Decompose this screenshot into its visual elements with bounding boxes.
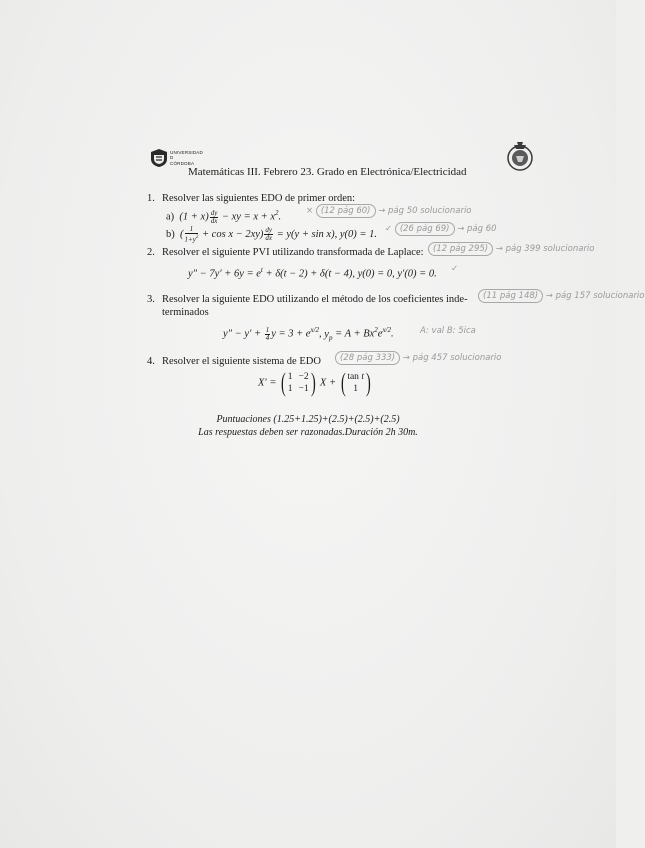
question-1-text: Resolver las siguientes EDO de primer orden: [162, 193, 356, 204]
question-1 [147, 193, 355, 204]
handwritten-note-1b: ✓ (26 pág 69) → pág 60 [385, 224, 497, 234]
university-name-line1: UNIVERSIDAD [170, 150, 203, 156]
exam-title: Matemáticas III. Febrero 23. Grado en Electrónica/Electricidad [188, 166, 467, 178]
question-4-number: 4. [147, 356, 155, 367]
handwritten-note-3b: A: val B: 5ica [420, 326, 476, 336]
university-name-line3: CÓRDOBA [170, 160, 195, 166]
sub-item-b-label: b) [166, 229, 175, 241]
university-logo [150, 148, 203, 168]
check-mark-icon: ✓ [451, 264, 459, 274]
university-name-line2: D [170, 155, 174, 161]
question-2-number: 2. [147, 247, 155, 258]
school-emblem-icon [505, 139, 535, 173]
question-3-continuation: terminados [162, 307, 209, 318]
handwritten-note-1a: × (12 pág 60) → pág 50 solucionario [306, 206, 472, 216]
sub-item-a-label: a) [166, 211, 175, 223]
scoring-line: Puntuaciones (1.25+1.25)+(2.5)+(2.5)+(2.5) [216, 414, 400, 425]
question-3 [147, 294, 468, 305]
question-2-text: Resolver el siguiente PVI utilizando transformada de Laplace: [162, 247, 424, 258]
question-4 [147, 356, 321, 367]
school-emblem [505, 139, 535, 178]
equation-3: y″ − y′ + $\frac{1}{4}$ $y = 3 + e^{x/2}$, $y_p = A + Bx^2e^{x/2}$. [223, 325, 394, 342]
equation-2: $y'' - 7y' + 6y = e^t + \delta(t - 2) + \delta(t - 4)$, y(0) = 0, y′(0) = 0. [188, 266, 437, 280]
handwritten-note-2: (12 pág 295) → pág 399 solucionario [428, 244, 595, 254]
question-1-number: 1. [147, 193, 155, 204]
equation-1b: b) ( $\frac{1}{1+y^2}$ + cos x − 2xy) $\frac{dy}{dx}$ = y(y + sin x), y(0) = 1. [166, 225, 377, 244]
question-2 [147, 247, 424, 258]
university-crest-icon [150, 148, 168, 168]
question-4-text: Resolver el siguiente sistema de EDO [162, 356, 321, 367]
instructions-line: Las respuestas deben ser razonadas.Duración 2h 30m. [198, 427, 418, 438]
equation-4: X′ = ( 1 −2 1 −1 ) X + ( tan t 1 ) [258, 368, 371, 397]
equation-1a: a) (1 + x) $\frac{dy}{dx}$ − xy = $x + x^2$. [166, 208, 282, 225]
question-3-number: 3. [147, 294, 155, 305]
question-3-text: Resolver la siguiente EDO utilizando el método de los coeficientes inde- [162, 294, 468, 305]
handwritten-note-3: (11 pág 148) → pág 157 solucionario [478, 291, 645, 301]
handwritten-note-4: (28 pág 333) → pág 457 solucionario [335, 353, 502, 363]
